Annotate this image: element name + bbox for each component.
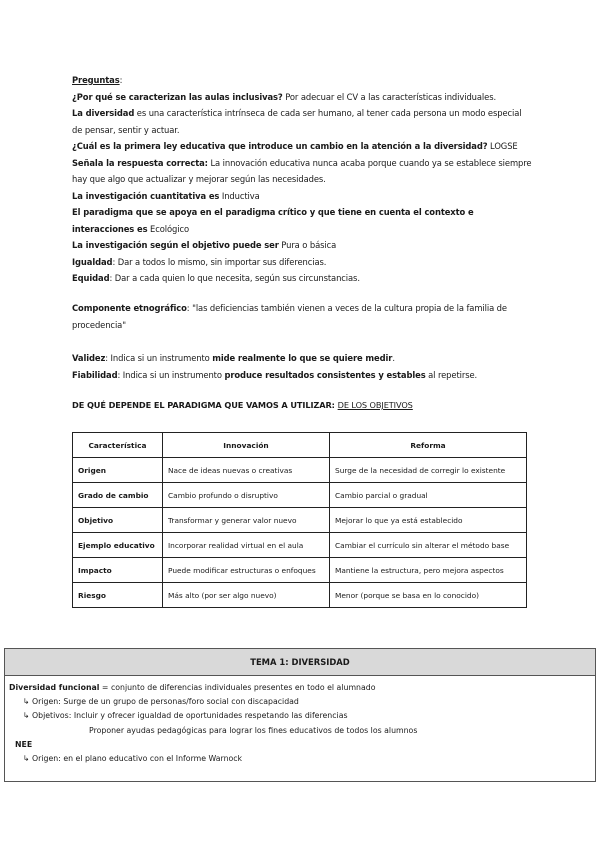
question-3: ¿Cuál es la primera ley educativa que introduce un cambio en la atención a la diversidad? LOGSE [72, 141, 518, 151]
table-cell: Transformar y generar valor nuevo [163, 508, 330, 533]
df-origen: ↳ Origen: Surge de un grupo de personas/foro social con discapacidad [23, 697, 299, 707]
validity-section [72, 350, 532, 383]
table-row-header: Ejemplo educativo [73, 533, 163, 558]
table-cell: Menor (porque se basa en lo conocido) [330, 583, 527, 608]
table-cell: Cambiar el currículo sin alterar el método base [330, 533, 527, 558]
table-header-cell: Innovación [163, 433, 330, 458]
table-row [73, 533, 527, 558]
table-row [73, 458, 527, 483]
diversidad-funcional-definition: Diversidad funcional = conjunto de diferencias individuales presentes en todo el alumnado [9, 683, 376, 692]
table-row-header: Objetivo [73, 508, 163, 533]
table-row [73, 583, 527, 608]
table-cell: Surge de la necesidad de corregir lo existente [330, 458, 527, 483]
definition-validez: Validez: Indica si un instrumento mide realmente lo que se quiere medir. [72, 353, 395, 363]
table-cell: Nace de ideas nuevas o creativas [163, 458, 330, 483]
definition-fiabilidad: Fiabilidad: Indica si un instrumento produce resultados consistentes y estables al repetirse. [72, 369, 478, 380]
table-header-cell: Característica [73, 433, 163, 458]
table-row [73, 483, 527, 508]
paradigm-heading: DE QUÉ DEPENDE EL PARADIGMA QUE VAMOS A UTILIZAR: DE LOS OBJETIVOS [72, 400, 413, 410]
tema-content [9, 681, 417, 766]
definition-igualdad: Igualdad: Dar a todos lo mismo, sin importar sus diferencias. [72, 256, 327, 267]
question-6: El paradigma que se apoya en el paradigma crítico y que tiene en cuenta el contexto e interacciones es Ecológico [72, 207, 474, 234]
ethnographic-section [72, 300, 532, 333]
table-row [73, 558, 527, 583]
table-row [73, 508, 527, 533]
table-cell: Más alto (por ser algo nuevo) [163, 583, 330, 608]
table-cell: Mejorar lo que ya está establecido [330, 508, 527, 533]
question-1: ¿Por qué se caracterizan las aulas inclusivas? Por adecuar el CV a las características individuales. [72, 91, 497, 102]
question-4: Señala la respuesta correcta: La innovación educativa nunca acaba porque cuando ya se establece siempre hay que algo que actualizar y mejorar según las necesidades. [72, 157, 532, 184]
nee-heading: NEE [15, 739, 33, 749]
question-7: La investigación según el objetivo puede ser Pura o básica [72, 240, 337, 250]
tema-box [4, 648, 596, 782]
question-2: La diversidad es una característica intrínseca de cada ser humano, al tener cada persona un modo especial de pensar, sentir y actuar. [72, 108, 522, 135]
table-row-header: Impacto [73, 558, 163, 583]
definition-etnografico: Componente etnográfico: "las deficiencias también vienen a veces de la cultura propia de la familia de procedencia" [72, 303, 507, 330]
table-header-row [73, 433, 527, 458]
definition-equidad: Equidad: Dar a cada quien lo que necesita, según sus circunstancias. [72, 273, 360, 283]
question-5: La investigación cuantitativa es Inductiva [72, 190, 260, 201]
nee-origen: ↳ Origen: en el plano educativo con el Informe Warnock [23, 754, 243, 764]
table-cell: Cambio parcial o gradual [330, 483, 527, 508]
table-row-header: Riesgo [73, 583, 163, 608]
table-cell: Incorporar realidad virtual en el aula [163, 533, 330, 558]
tema-title: TEMA 1: DIVERSIDAD [5, 649, 595, 676]
questions-heading: Preguntas: [72, 75, 123, 85]
table-cell: Puede modificar estructuras o enfoques [163, 558, 330, 583]
df-objetivos: ↳ Objetivos: Incluir y ofrecer igualdad de oportunidades respetando las diferencias [23, 711, 348, 721]
table-header-cell: Reforma [330, 433, 527, 458]
questions-section [72, 72, 532, 287]
table-cell: Mantiene la estructura, pero mejora aspectos [330, 558, 527, 583]
table-row-header: Grado de cambio [73, 483, 163, 508]
df-ayudas: Proponer ayudas pedagógicas para lograr los fines educativos de todos los alumnos [89, 725, 418, 735]
table-cell: Cambio profundo o disruptivo [163, 483, 330, 508]
table-row-header: Origen [73, 458, 163, 483]
comparison-table [72, 432, 527, 608]
